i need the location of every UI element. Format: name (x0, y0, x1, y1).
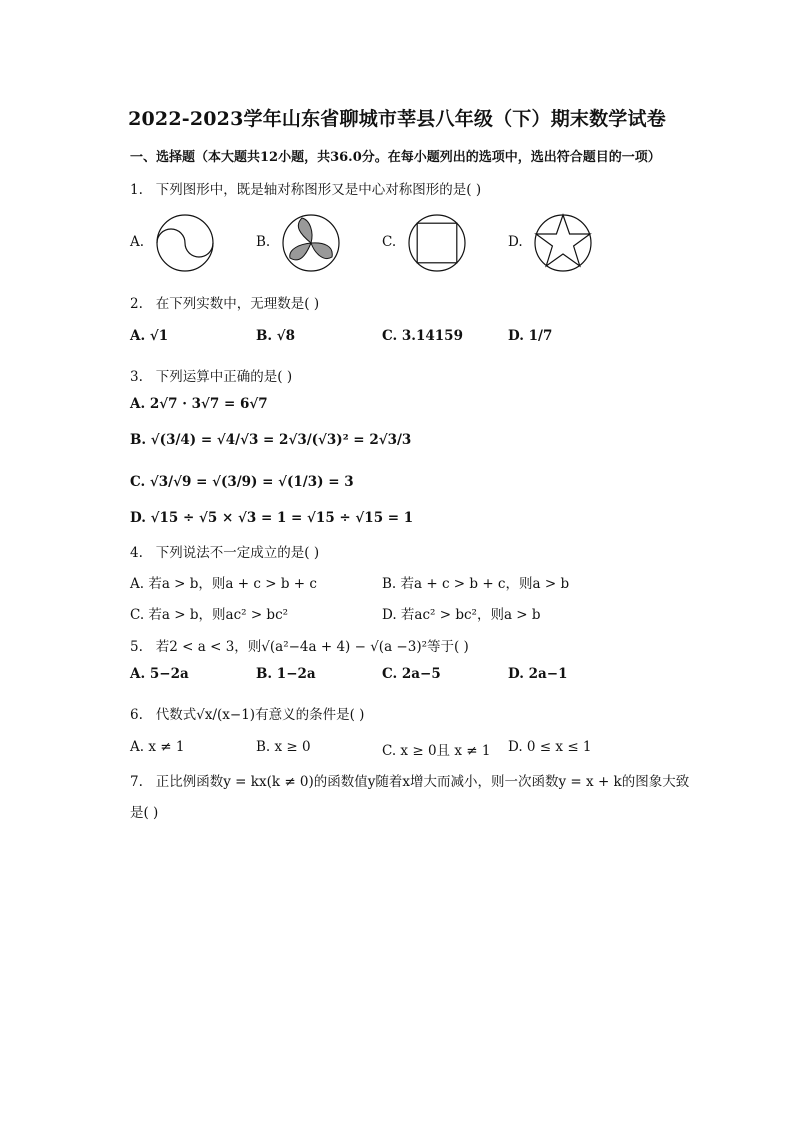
q3-option-d[interactable]: D. √15 ÷ √5 × √3 = 1 = √15 ÷ √15 = 1 (130, 510, 414, 526)
exam-title: 2022-2023学年山东省聊城市莘县八年级（下）期末数学试卷 (128, 108, 666, 130)
q2-option-c[interactable]: C. 3.14159 (382, 328, 463, 344)
q5-option-a[interactable]: A. 5−2a (130, 666, 189, 682)
question-6: 6. 代数式√x/(x−1)有意义的条件是( ) (130, 707, 365, 723)
q4-option-d[interactable]: D. 若ac² > bc²，则a > b (382, 607, 541, 623)
q6-option-b[interactable]: B. x ≥ 0 (256, 739, 311, 755)
question-3: 3. 下列运算中正确的是( ) (130, 369, 293, 385)
square-in-circle-icon (406, 212, 468, 274)
question-7: 7. 正比例函数y = kx(k ≠ 0)的函数值y随着x增大而减小，则一次函数y = x + k的图象大致 (130, 774, 690, 790)
triskelion-circle-icon (280, 212, 342, 274)
q4-option-c[interactable]: C. 若a > b，则ac² > bc² (130, 607, 289, 623)
q3-option-a[interactable]: A. 2√7 · 3√7 = 6√7 (130, 396, 268, 412)
question-7-continued: 是( ) (130, 805, 159, 821)
star-in-circle-icon (532, 212, 594, 274)
yin-yang-circle-icon (154, 212, 216, 274)
question-5: 5. 若2 < a < 3，则√(a²−4a + 4) − √(a −3)²等于( ) (130, 639, 469, 655)
q5-option-d[interactable]: D. 2a−1 (508, 666, 568, 682)
q2-option-a[interactable]: A. √1 (130, 328, 169, 344)
q3-option-c[interactable]: C. √3/√9 = √(3/9) = √(1/3) = 3 (130, 474, 354, 490)
question-1: 1. 下列图形中，既是轴对称图形又是中心对称图形的是( ) (130, 182, 482, 198)
q3-option-b[interactable]: B. √(3/4) = √4/√3 = 2√3/(√3)² = 2√3/3 (130, 432, 412, 448)
q2-option-d[interactable]: D. 1/7 (508, 328, 553, 344)
question-2: 2. 在下列实数中，无理数是( ) (130, 296, 320, 312)
q2-option-b[interactable]: B. √8 (256, 328, 296, 344)
q5-option-c[interactable]: C. 2a−5 (382, 666, 441, 682)
section-heading: 一、选择题（本大题共12小题，共36.0分。在每小题列出的选项中，选出符合题目的一项） (130, 150, 661, 165)
q4-option-b[interactable]: B. 若a + c > b + c，则a > b (382, 576, 570, 592)
q1-option-a[interactable]: A. (130, 234, 145, 250)
q1-option-c[interactable]: C. (382, 234, 397, 250)
q6-option-a[interactable]: A. x ≠ 1 (130, 739, 185, 755)
q1-option-b[interactable]: B. (256, 234, 271, 250)
question-4: 4. 下列说法不一定成立的是( ) (130, 545, 320, 561)
q6-option-c[interactable]: C. x ≥ 0且 x ≠ 1 (382, 743, 491, 759)
q4-option-a[interactable]: A. 若a > b，则a + c > b + c (130, 576, 317, 592)
q5-option-b[interactable]: B. 1−2a (256, 666, 316, 682)
q6-option-d[interactable]: D. 0 ≤ x ≤ 1 (508, 739, 592, 755)
q1-option-d[interactable]: D. (508, 234, 523, 250)
